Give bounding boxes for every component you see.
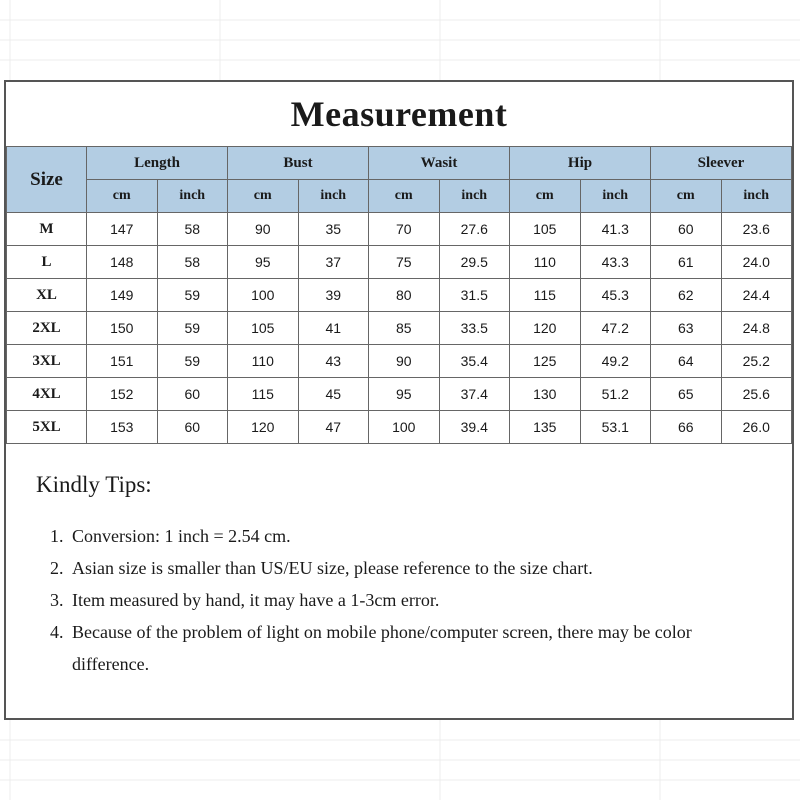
table-row [7, 378, 792, 411]
table-row [7, 279, 792, 312]
table-cell: 151 [87, 345, 158, 378]
unit-header: inch [721, 180, 792, 213]
table-cell: 62 [651, 279, 722, 312]
size-cell: M [7, 213, 87, 246]
group-header-sleeve: Sleever [651, 147, 792, 180]
group-header-hip: Hip [510, 147, 651, 180]
table-cell: 47 [298, 411, 369, 444]
table-row [7, 345, 792, 378]
tips-section [36, 472, 756, 680]
table-cell: 115 [510, 279, 581, 312]
table-cell: 59 [157, 312, 228, 345]
table-cell: 37 [298, 246, 369, 279]
tip-item: 4. Because of the problem of light on mobile phone/computer screen, there may be color difference. [68, 616, 756, 680]
unit-header: inch [580, 180, 651, 213]
table-cell: 130 [510, 378, 581, 411]
unit-header: inch [157, 180, 228, 213]
size-chart-frame [4, 80, 794, 720]
table-cell: 41 [298, 312, 369, 345]
table-cell: 27.6 [439, 213, 510, 246]
table-cell: 35.4 [439, 345, 510, 378]
table-cell: 150 [87, 312, 158, 345]
table-cell: 105 [228, 312, 299, 345]
table-cell: 100 [369, 411, 440, 444]
unit-header: cm [228, 180, 299, 213]
table-cell: 39.4 [439, 411, 510, 444]
tips-heading: Kindly Tips: [36, 472, 152, 497]
table-cell: 147 [87, 213, 158, 246]
table-cell: 26.0 [721, 411, 792, 444]
table-cell: 135 [510, 411, 581, 444]
table-cell: 23.6 [721, 213, 792, 246]
table-cell: 75 [369, 246, 440, 279]
size-cell: 5XL [7, 411, 87, 444]
tips-list [36, 520, 756, 680]
table-cell: 45.3 [580, 279, 651, 312]
unit-header: inch [439, 180, 510, 213]
tip-item: 3. Item measured by hand, it may have a 1-3cm error. [68, 584, 756, 616]
table-cell: 110 [510, 246, 581, 279]
table-cell: 115 [228, 378, 299, 411]
table-cell: 25.2 [721, 345, 792, 378]
table-cell: 66 [651, 411, 722, 444]
size-cell: 4XL [7, 378, 87, 411]
unit-header: cm [87, 180, 158, 213]
size-cell: 2XL [7, 312, 87, 345]
table-cell: 37.4 [439, 378, 510, 411]
tip-item: 2. Asian size is smaller than US/EU size, please reference to the size chart. [68, 552, 756, 584]
table-cell: 43 [298, 345, 369, 378]
table-cell: 90 [228, 213, 299, 246]
table-cell: 80 [369, 279, 440, 312]
table-cell: 90 [369, 345, 440, 378]
unit-header: cm [510, 180, 581, 213]
header-row-units [7, 180, 792, 213]
table-cell: 153 [87, 411, 158, 444]
table-cell: 58 [157, 246, 228, 279]
table-cell: 149 [87, 279, 158, 312]
unit-header: cm [651, 180, 722, 213]
header-row-groups [7, 147, 792, 180]
table-row [7, 411, 792, 444]
table-cell: 95 [228, 246, 299, 279]
size-cell: XL [7, 279, 87, 312]
table-cell: 65 [651, 378, 722, 411]
table-cell: 64 [651, 345, 722, 378]
table-cell: 58 [157, 213, 228, 246]
group-header-bust: Bust [228, 147, 369, 180]
table-cell: 148 [87, 246, 158, 279]
table-row [7, 213, 792, 246]
table-cell: 60 [157, 378, 228, 411]
table-cell: 120 [228, 411, 299, 444]
table-cell: 110 [228, 345, 299, 378]
table-cell: 105 [510, 213, 581, 246]
table-cell: 24.8 [721, 312, 792, 345]
size-cell: L [7, 246, 87, 279]
size-table [6, 146, 792, 444]
table-cell: 51.2 [580, 378, 651, 411]
table-cell: 120 [510, 312, 581, 345]
tip-item: 1. Conversion: 1 inch = 2.54 cm. [68, 520, 756, 552]
table-cell: 41.3 [580, 213, 651, 246]
table-cell: 59 [157, 279, 228, 312]
table-cell: 59 [157, 345, 228, 378]
table-cell: 125 [510, 345, 581, 378]
size-cell: 3XL [7, 345, 87, 378]
table-cell: 63 [651, 312, 722, 345]
table-cell: 33.5 [439, 312, 510, 345]
table-cell: 70 [369, 213, 440, 246]
table-cell: 95 [369, 378, 440, 411]
table-cell: 24.4 [721, 279, 792, 312]
table-cell: 45 [298, 378, 369, 411]
size-column-header: Size [7, 147, 87, 213]
table-cell: 25.6 [721, 378, 792, 411]
unit-header: cm [369, 180, 440, 213]
table-cell: 47.2 [580, 312, 651, 345]
table-cell: 31.5 [439, 279, 510, 312]
unit-header: inch [298, 180, 369, 213]
table-cell: 39 [298, 279, 369, 312]
table-cell: 35 [298, 213, 369, 246]
table-cell: 60 [157, 411, 228, 444]
group-header-length: Length [87, 147, 228, 180]
table-cell: 53.1 [580, 411, 651, 444]
table-cell: 29.5 [439, 246, 510, 279]
table-cell: 61 [651, 246, 722, 279]
table-row [7, 312, 792, 345]
table-cell: 49.2 [580, 345, 651, 378]
table-cell: 100 [228, 279, 299, 312]
table-row [7, 246, 792, 279]
table-cell: 152 [87, 378, 158, 411]
chart-title: Measurement [6, 82, 792, 147]
group-header-waist: Wasit [369, 147, 510, 180]
table-cell: 43.3 [580, 246, 651, 279]
table-cell: 24.0 [721, 246, 792, 279]
table-cell: 85 [369, 312, 440, 345]
table-cell: 60 [651, 213, 722, 246]
